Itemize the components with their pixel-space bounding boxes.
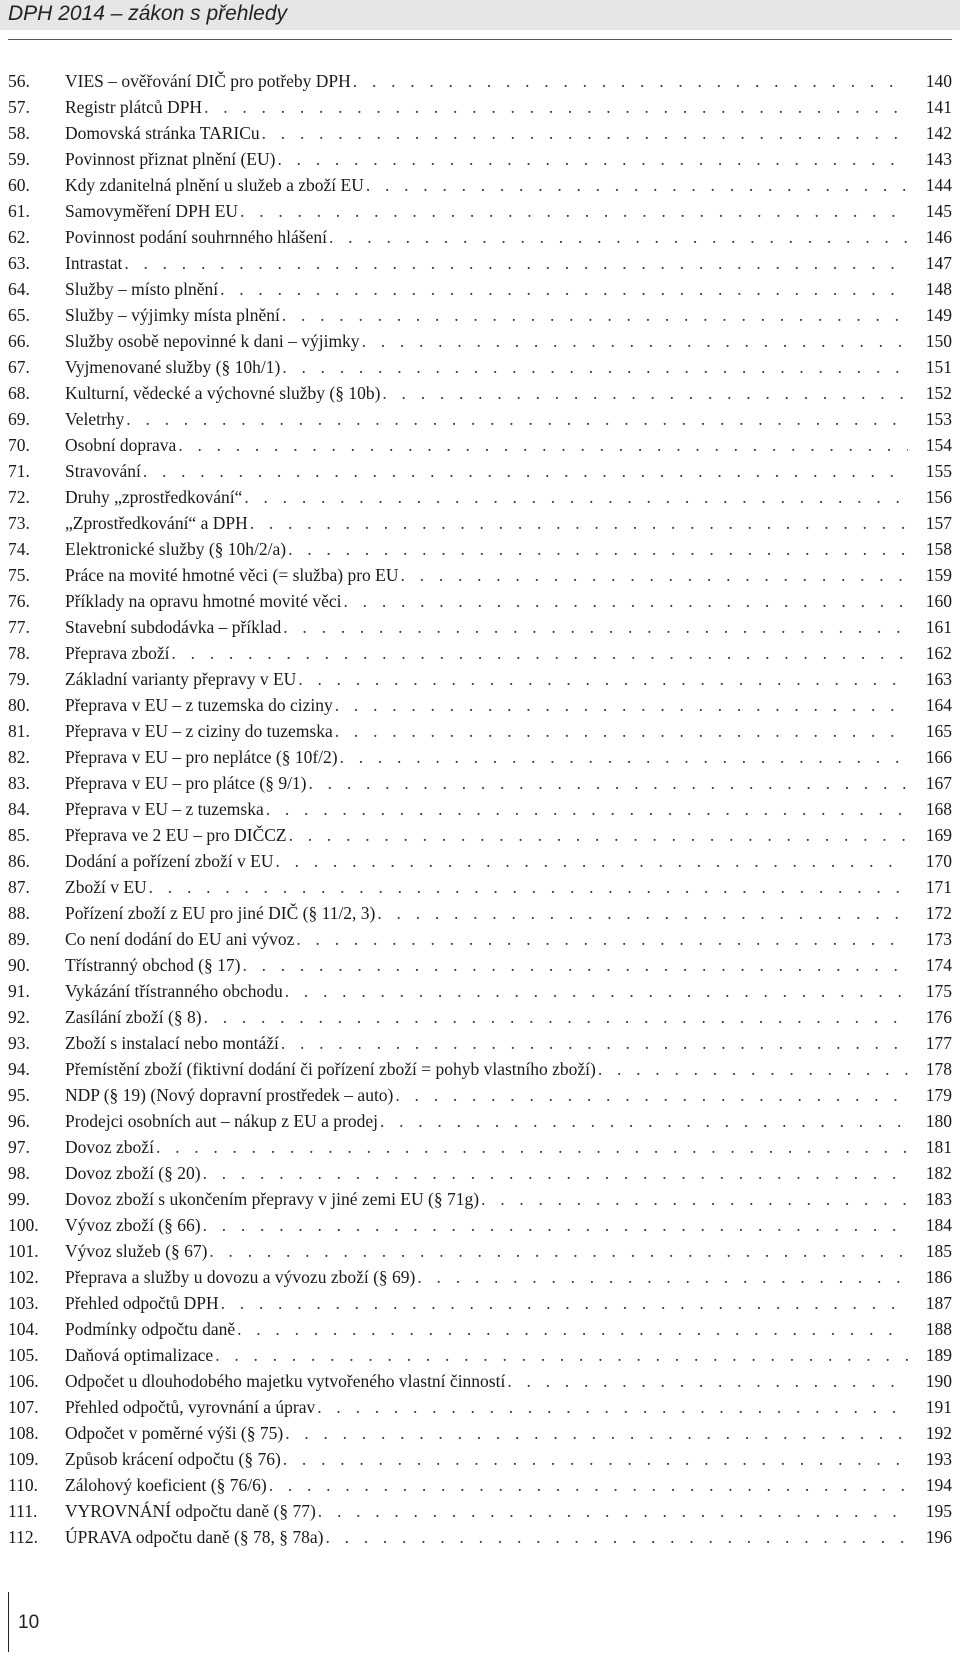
toc-entry-title: Intrastat [65,253,123,273]
toc-entry-number: 72. [8,487,30,507]
dot-leader [204,94,908,120]
toc-entry-page: 189 [925,1345,952,1365]
toc-entry-page: 173 [925,929,952,949]
toc-entry-page: 156 [925,487,952,507]
dot-leader [281,1030,908,1056]
toc-entry-page: 190 [925,1371,952,1391]
dot-leader [395,1082,908,1108]
toc-entry-page: 152 [925,383,952,403]
header-divider [8,39,952,40]
dot-leader [178,432,908,458]
toc-entry [8,874,952,900]
toc-entry [8,1108,952,1134]
dot-leader [283,614,908,640]
toc-entry-page: 185 [925,1241,952,1261]
toc-entry [8,926,952,952]
toc-entry [8,1446,952,1472]
toc-entry-number: 75. [8,565,30,585]
toc-entry [8,588,952,614]
toc-entry-title: Dovoz zboží [65,1137,154,1157]
dot-leader [203,1212,908,1238]
toc-entry [8,692,952,718]
toc-entry-number: 66. [8,331,30,351]
dot-leader [362,328,908,354]
toc-entry [8,68,952,94]
dot-leader [282,302,908,328]
toc-entry-title: Přeprava ve 2 EU – pro DIČCZ [65,825,287,845]
toc-entry-page: 179 [925,1085,952,1105]
toc-entry-number: 90. [8,955,30,975]
toc-entry [8,1264,952,1290]
toc-entry-number: 86. [8,851,30,871]
toc-entry-number: 84. [8,799,30,819]
page-number: 10 [18,1612,40,1633]
toc-entry-page: 196 [925,1527,952,1547]
dot-leader [366,172,908,198]
toc-entry-number: 56. [8,71,30,91]
dot-leader [382,380,908,406]
toc-entry-title: Zboží s instalací nebo montáží [65,1033,279,1053]
toc-entry [8,614,952,640]
toc-entry-title: Kdy zdanitelná plnění u služeb a zboží EU [65,175,364,195]
toc-entry [8,354,952,380]
toc-entry [8,224,952,250]
dot-leader [289,822,908,848]
toc-entry-number: 96. [8,1111,30,1131]
toc-entry-title: Pořízení zboží z EU pro jiné DIČ (§ 11/2, 3) [65,903,376,923]
toc-entry-page: 159 [925,565,952,585]
dot-leader [209,1238,908,1264]
toc-entry-title: Domovská stránka TARICu [65,123,260,143]
dot-leader [335,692,908,718]
toc-entry-page: 142 [925,123,952,143]
toc-entry-title: Osobní doprava [65,435,177,455]
toc-entry-title: Elektronické služby (§ 10h/2/a) [65,539,287,559]
toc-entry-page: 160 [925,591,952,611]
toc-entry-number: 103. [8,1293,39,1313]
dot-leader [285,1420,908,1446]
dot-leader [244,484,908,510]
toc-entry [8,952,952,978]
toc-entry [8,146,952,172]
toc-entry [8,1186,952,1212]
toc-entry-title: Zasílání zboží (§ 8) [65,1007,202,1027]
dot-leader [283,1446,908,1472]
toc-entry-page: 178 [925,1059,952,1079]
toc-entry-number: 110. [8,1475,38,1495]
toc-entry [8,822,952,848]
dot-leader [250,510,908,536]
toc-entry-number: 112. [8,1527,38,1547]
toc-entry-title: Stravování [65,461,141,481]
dot-leader [126,406,908,432]
dot-leader [329,224,908,250]
toc-entry [8,510,952,536]
toc-entry-number: 81. [8,721,30,741]
toc-entry-page: 193 [925,1449,952,1469]
toc-entry [8,1368,952,1394]
header-title: DPH 2014 – zákon s přehledy [8,2,287,25]
dot-leader [317,1394,908,1420]
toc-entry [8,380,952,406]
dot-leader [335,718,908,744]
dot-leader [262,120,908,146]
toc-entry-title: Odpočet v poměrné výši (§ 75) [65,1423,284,1443]
toc-entry-title: Veletrhy [65,409,125,429]
toc-entry-title: VYROVNÁNÍ odpočtu daně (§ 77) [65,1501,316,1521]
toc-entry-title: ÚPRAVA odpočtu daně (§ 78, § 78a) [65,1527,324,1547]
toc-entry [8,1004,952,1030]
toc-entry-page: 155 [925,461,952,481]
toc-entry-page: 147 [925,253,952,273]
dot-leader [124,250,908,276]
toc-entry-number: 92. [8,1007,30,1027]
toc-entry [8,406,952,432]
toc-entry-number: 61. [8,201,30,221]
toc-entry-number: 94. [8,1059,30,1079]
dot-leader [309,770,908,796]
dot-leader [288,536,908,562]
toc-entry-page: 195 [925,1501,952,1521]
toc-entry-title: VIES – ověřování DIČ pro potřeby DPH [65,71,351,91]
dot-leader [204,1004,908,1030]
toc-entry-number: 79. [8,669,30,689]
toc-entry-title: „Zprostředkování“ a DPH [65,513,248,533]
toc-entry-page: 148 [925,279,952,299]
toc-entry [8,1160,952,1186]
toc-entry-number: 62. [8,227,30,247]
toc-entry-title: Základní varianty přepravy v EU [65,669,297,689]
toc-entry-page: 149 [925,305,952,325]
toc-entry-page: 141 [925,97,952,117]
toc-entry-page: 191 [925,1397,952,1417]
toc-entry-number: 109. [8,1449,39,1469]
dot-leader [171,640,908,666]
toc-entry-number: 100. [8,1215,39,1235]
toc-entry-page: 154 [925,435,952,455]
toc-entry-number: 59. [8,149,30,169]
toc-entry-title: Služby osobě nepovinné k dani – výjimky [65,331,360,351]
toc-entry-page: 192 [925,1423,952,1443]
toc-entry [8,1238,952,1264]
toc-entry-number: 71. [8,461,30,481]
toc-entry-page: 170 [925,851,952,871]
toc-entry-number: 65. [8,305,30,325]
toc-entry-number: 107. [8,1397,39,1417]
toc-entry-title: Vyjmenované služby (§ 10h/1) [65,357,281,377]
dot-leader [242,952,908,978]
toc-entry-page: 144 [925,175,952,195]
toc-entry [8,900,952,926]
toc-entry-title: Registr plátců DPH [65,97,203,117]
toc-entry-number: 76. [8,591,30,611]
dot-leader [481,1186,908,1212]
toc-entry-title: Prodejci osobních aut – nákup z EU a prodej [65,1111,378,1131]
toc-entry-number: 70. [8,435,30,455]
toc-entry-title: Přeprava v EU – z tuzemska do ciziny [65,695,333,715]
toc-entry-title: Přeprava v EU – z tuzemska [65,799,264,819]
toc-entry-page: 153 [925,409,952,429]
toc-entry [8,1134,952,1160]
toc-entry [8,1212,952,1238]
toc-entry-title: Podmínky odpočtu daně [65,1319,236,1339]
dot-leader [269,1472,908,1498]
dot-leader [203,1160,908,1186]
toc-entry-number: 73. [8,513,30,533]
toc-entry-number: 104. [8,1319,39,1339]
toc-entry-page: 176 [925,1007,952,1027]
running-header [0,0,960,30]
toc-entry [8,276,952,302]
toc-entry [8,250,952,276]
toc-entry-page: 174 [925,955,952,975]
dot-leader [380,1108,908,1134]
toc-entry-page: 169 [925,825,952,845]
toc-entry [8,978,952,1004]
toc-entry-title: Přehled odpočtů, vyrovnání a úprav [65,1397,316,1417]
toc-entry-page: 180 [925,1111,952,1131]
toc-entry-title: Práce na movité hmotné věci (= služba) pro EU [65,565,399,585]
toc-entry-page: 158 [925,539,952,559]
dot-leader [353,68,908,94]
toc-entry-title: Vývoz zboží (§ 66) [65,1215,201,1235]
toc-entry-number: 67. [8,357,30,377]
toc-entry-page: 188 [925,1319,952,1339]
toc-entry-number: 111. [8,1501,38,1521]
dot-leader [340,744,908,770]
toc-entry-title: Dovoz zboží (§ 20) [65,1163,201,1183]
toc-entry-number: 69. [8,409,30,429]
dot-leader [598,1056,908,1082]
toc-entry-number: 88. [8,903,30,923]
toc-entry-number: 60. [8,175,30,195]
toc-entry [8,458,952,484]
toc-entry-page: 168 [925,799,952,819]
dot-leader [325,1524,908,1550]
toc-entry-page: 167 [925,773,952,793]
dot-leader [401,562,908,588]
toc-entry-number: 78. [8,643,30,663]
toc-entry-title: Způsob krácení odpočtu (§ 76) [65,1449,281,1469]
toc-entry [8,94,952,120]
toc-entry-page: 145 [925,201,952,221]
toc-entry [8,718,952,744]
toc-entry-page: 171 [925,877,952,897]
toc-entry [8,1524,952,1550]
toc-entry-number: 82. [8,747,30,767]
toc-entry-title: Přeprava v EU – pro neplátce (§ 10f/2) [65,747,338,767]
dot-leader [149,874,908,900]
toc-entry-number: 85. [8,825,30,845]
toc-entry-title: Přeprava v EU – z ciziny do tuzemska [65,721,333,741]
toc-entry-page: 150 [925,331,952,351]
toc-entry-number: 64. [8,279,30,299]
toc-entry-page: 165 [925,721,952,741]
toc-entry-number: 98. [8,1163,30,1183]
toc-entry [8,120,952,146]
dot-leader [266,796,908,822]
toc-entry-title: Daňová optimalizace [65,1345,214,1365]
dot-leader [220,276,908,302]
toc-entry [8,666,952,692]
toc-entry [8,1498,952,1524]
toc-entry-number: 106. [8,1371,39,1391]
dot-leader [285,978,908,1004]
toc-entry-number: 105. [8,1345,39,1365]
table-of-contents [8,68,952,1550]
toc-entry-title: Vývoz služeb (§ 67) [65,1241,208,1261]
dot-leader [143,458,908,484]
toc-entry [8,848,952,874]
toc-entry-title: Dovoz zboží s ukončením přepravy v jiné zemi EU (§ 71g) [65,1189,480,1209]
toc-entry [8,796,952,822]
toc-entry-page: 175 [925,981,952,1001]
toc-entry-page: 157 [925,513,952,533]
toc-entry-page: 164 [925,695,952,715]
toc-entry-title: Příklady na opravu hmotné movité věci [65,591,342,611]
dot-leader [277,146,908,172]
toc-entry-page: 151 [925,357,952,377]
toc-entry [8,770,952,796]
toc-entry-number: 95. [8,1085,30,1105]
toc-entry-page: 186 [925,1267,952,1287]
dot-leader [237,1316,908,1342]
toc-entry [8,1082,952,1108]
toc-entry [8,1030,952,1056]
toc-entry-number: 89. [8,929,30,949]
toc-entry [8,1316,952,1342]
toc-entry-title: Zboží v EU [65,877,147,897]
toc-entry-number: 74. [8,539,30,559]
toc-entry-title: Přeprava v EU – pro plátce (§ 9/1) [65,773,307,793]
toc-entry-number: 68. [8,383,30,403]
footer-rule [8,1592,9,1652]
toc-entry-page: 177 [925,1033,952,1053]
dot-leader [215,1342,908,1368]
toc-entry [8,1056,952,1082]
dot-leader [221,1290,908,1316]
toc-entry [8,536,952,562]
toc-entry-number: 87. [8,877,30,897]
toc-entry-title: Povinnost podání souhrnného hlášení [65,227,327,247]
toc-entry-title: Samovyměření DPH EU [65,201,239,221]
toc-entry-page: 181 [925,1137,952,1157]
dot-leader [318,1498,908,1524]
toc-entry-title: Služby – místo plnění [65,279,219,299]
toc-entry-number: 108. [8,1423,39,1443]
toc-entry-page: 172 [925,903,952,923]
toc-entry-page: 187 [925,1293,952,1313]
toc-entry-title: NDP (§ 19) (Nový dopravní prostředek – auto) [65,1085,394,1105]
dot-leader [417,1264,908,1290]
toc-entry [8,432,952,458]
toc-entry-number: 83. [8,773,30,793]
toc-entry [8,744,952,770]
toc-entry [8,640,952,666]
dot-leader [275,848,908,874]
dot-leader [240,198,908,224]
toc-entry [8,302,952,328]
toc-entry-title: Povinnost přiznat plnění (EU) [65,149,276,169]
toc-entry-title: Druhy „zprostředkování“ [65,487,243,507]
toc-entry-number: 77. [8,617,30,637]
toc-entry-page: 146 [925,227,952,247]
toc-entry-title: Třístranný obchod (§ 17) [65,955,241,975]
toc-entry-title: Co není dodání do EU ani vývoz [65,929,295,949]
toc-entry-title: Přemístění zboží (fiktivní dodání či pořízení zboží = pohyb vlastního zboží) [65,1059,596,1079]
toc-entry-title: Přeprava a služby u dovozu a vývozu zboží (§ 69) [65,1267,416,1287]
toc-entry [8,328,952,354]
dot-leader [282,354,908,380]
toc-entry-number: 99. [8,1189,30,1209]
toc-entry-title: Vykázání třístranného obchodu [65,981,283,1001]
toc-entry-page: 143 [925,149,952,169]
toc-entry-number: 101. [8,1241,39,1261]
toc-entry-page: 182 [925,1163,952,1183]
toc-entry-title: Zálohový koeficient (§ 76/6) [65,1475,267,1495]
toc-entry-title: Odpočet u dlouhodobého majetku vytvořeného vlastní činností [65,1371,506,1391]
toc-entry [8,172,952,198]
toc-entry-number: 63. [8,253,30,273]
toc-entry-page: 140 [925,71,952,91]
toc-entry-page: 163 [925,669,952,689]
toc-entry-page: 166 [925,747,952,767]
dot-leader [344,588,908,614]
toc-entry-page: 194 [925,1475,952,1495]
toc-entry [8,198,952,224]
toc-entry [8,1394,952,1420]
dot-leader [507,1368,908,1394]
toc-entry [8,1342,952,1368]
toc-entry [8,1290,952,1316]
toc-entry-number: 57. [8,97,30,117]
toc-entry-number: 91. [8,981,30,1001]
toc-entry-number: 97. [8,1137,30,1157]
toc-entry [8,1472,952,1498]
toc-entry [8,1420,952,1446]
toc-entry-number: 58. [8,123,30,143]
toc-entry-number: 102. [8,1267,39,1287]
toc-entry-page: 162 [925,643,952,663]
toc-entry-number: 93. [8,1033,30,1053]
toc-entry-page: 161 [925,617,952,637]
dot-leader [156,1134,908,1160]
dot-leader [296,926,908,952]
toc-entry-title: Dodání a pořízení zboží v EU [65,851,274,871]
toc-entry [8,562,952,588]
dot-leader [377,900,908,926]
toc-entry [8,484,952,510]
toc-entry-title: Přehled odpočtů DPH [65,1293,219,1313]
toc-entry-number: 80. [8,695,30,715]
dot-leader [298,666,908,692]
toc-entry-title: Kulturní, vědecké a výchovné služby (§ 10b) [65,383,381,403]
toc-entry-page: 184 [925,1215,952,1235]
toc-entry-title: Stavební subdodávka – příklad [65,617,282,637]
toc-entry-title: Služby – výjimky místa plnění [65,305,280,325]
toc-entry-page: 183 [925,1189,952,1209]
toc-entry-title: Přeprava zboží [65,643,170,663]
